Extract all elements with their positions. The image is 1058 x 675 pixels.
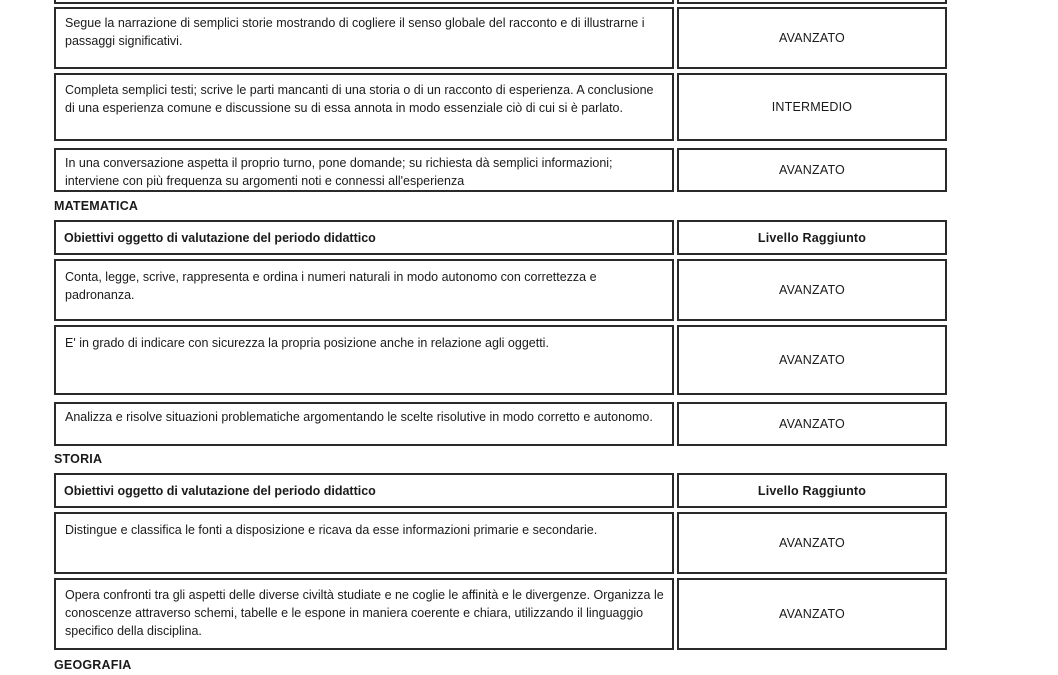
header-livello: Livello Raggiunto <box>677 473 947 508</box>
obiettivo-cell: Conta, legge, scrive, rappresenta e ordina i numeri naturali in modo autonomo con correttezza e padronanza. <box>54 259 674 321</box>
obiettivo-cell <box>54 0 674 4</box>
livello-cell: AVANZATO <box>677 148 947 192</box>
livello-cell: AVANZATO <box>677 259 947 321</box>
section-title-storia: STORIA <box>54 452 103 466</box>
header-livello: Livello Raggiunto <box>677 220 947 255</box>
obiettivo-cell: In una conversazione aspetta il proprio turno, pone domande; su richiesta dà semplici informazioni; interviene con più frequenza su argomenti noti e connessi all'esperienza <box>54 148 674 192</box>
obiettivo-cell: Completa semplici testi; scrive le parti mancanti di una storia o di un racconto di esperienza. A conclusione di una esperienza comune e discussione su di essa annota in modo essenziale ciò di cui si è parlato. <box>54 73 674 141</box>
livello-cell: AVANZATO <box>677 578 947 650</box>
livello-cell: AVANZATO <box>677 402 947 446</box>
livello-cell: INTERMEDIO <box>677 73 947 141</box>
livello-cell: AVANZATO <box>677 512 947 574</box>
obiettivo-cell: Opera confronti tra gli aspetti delle diverse civiltà studiate e ne coglie le affinità e le divergenze. Organizza le conoscenze attraverso schemi, tabelle e le espone in maniera coerente e chiara, utilizzando il linguaggio specifico della disciplina. <box>54 578 674 650</box>
livello-cell: AVANZATO <box>677 7 947 69</box>
obiettivo-cell: Analizza e risolve situazioni problematiche argomentando le scelte risolutive in modo corretto e autonomo. <box>54 402 674 446</box>
livello-cell: AVANZATO <box>677 325 947 395</box>
header-obiettivi: Obiettivi oggetto di valutazione del periodo didattico <box>54 473 674 508</box>
section-title-geografia: GEOGRAFIA <box>54 658 132 672</box>
obiettivo-cell: Segue la narrazione di semplici storie mostrando di cogliere il senso globale del racconto e di illustrarne i passaggi significativi. <box>54 7 674 69</box>
section-title-matematica: MATEMATICA <box>54 199 139 213</box>
obiettivo-cell: Distingue e classifica le fonti a disposizione e ricava da esse informazioni primarie e secondarie. <box>54 512 674 574</box>
obiettivo-cell: E' in grado di indicare con sicurezza la propria posizione anche in relazione agli oggetti. <box>54 325 674 395</box>
header-obiettivi: Obiettivi oggetto di valutazione del periodo didattico <box>54 220 674 255</box>
livello-cell <box>677 0 947 4</box>
